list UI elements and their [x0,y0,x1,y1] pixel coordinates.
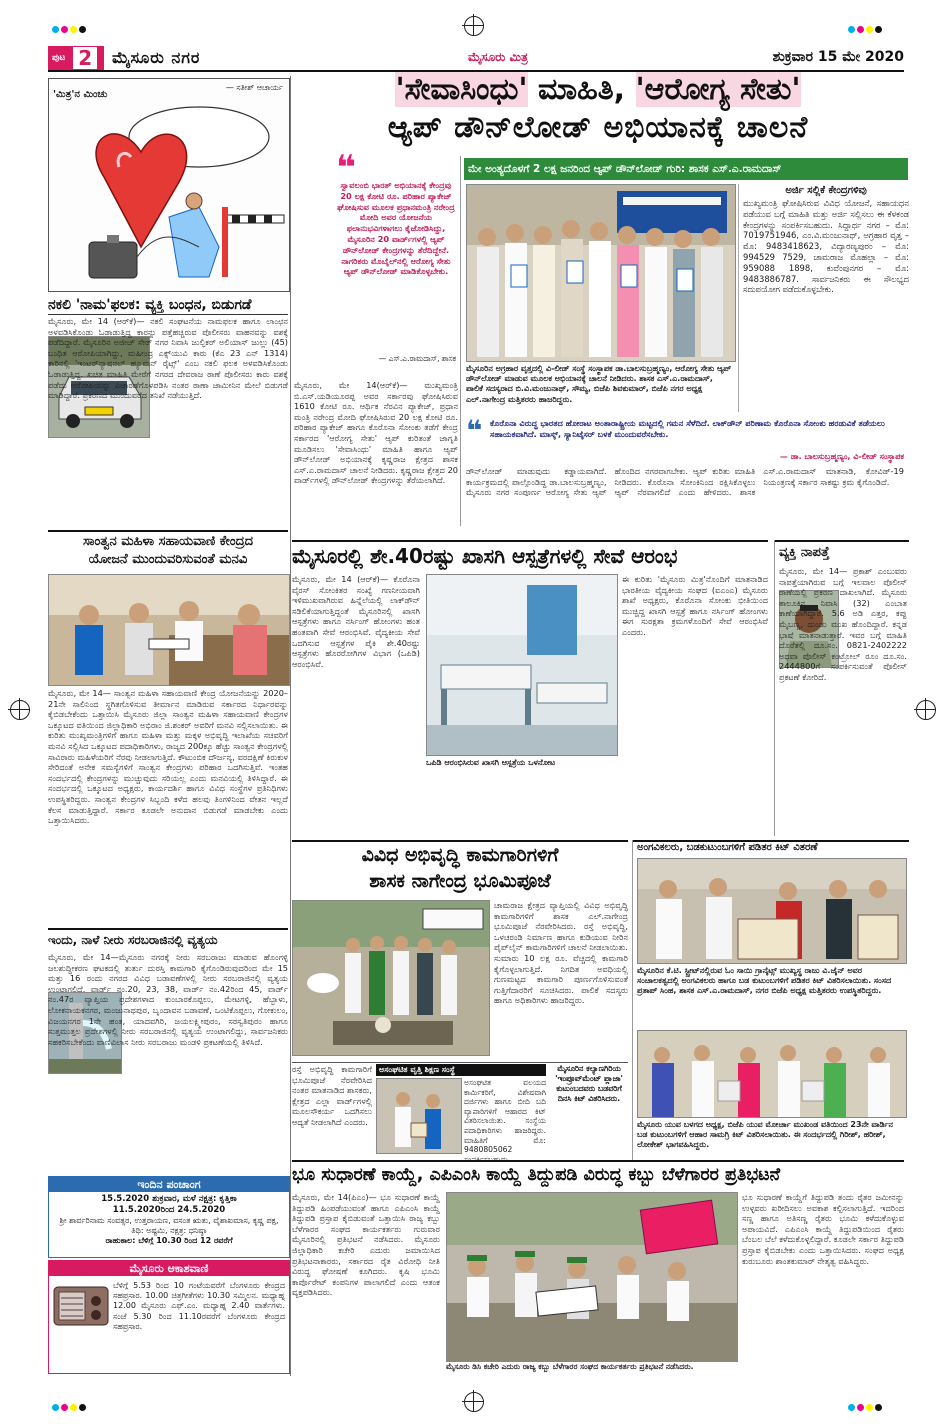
story-bhoomi [292,840,628,1062]
lead-quote2-attrib: — ಡಾ. ಬಾಲಸುಬ್ರಹ್ಮಣ್ಯಂ, ವಿ-ಲೀಡ್ ಸಂಸ್ಥಾಪಕ [779,452,904,461]
radio-box [48,1260,290,1374]
story-kits [632,840,909,1160]
protest-photo [446,1192,738,1362]
radio-icon [53,1283,109,1327]
story-headline: ಸಾಂತ್ವನ ಮಹಿಳಾ ಸಹಾಯವಾಣಿ ಕೇಂದ್ರದ [82,534,254,549]
helpline-body: ಮುಖ್ಯಮಂತ್ರಿ ಘೋಷಿಸಿರುವ ವಿವಿಧ ಯೋಜನೆ, ಸಹಾಯಧನ ಪಡೆಯುವ ಬಗ್ಗೆ ಮಾಹಿತಿ ಮತ್ತು ಅರ್ಜಿ ಸಲ್ಲಿಸಲು ಈ ಕೆಳಕಂಡ ಕೇಂದ್ರಗಳನ್ನು ಸಂಪರ್ಕಿಸಬಹುದು. ಸಿದ್ದಾರ್ಥ ನಗರ – ಮೊ: 7019751946, ಎಂ.ವಿ.ಮಂಜುನಾಥ್, ಅಗ್ರಹಾರ ವೃತ್ತ – ಮೊ: 9483418623, ವಿದ್ಯಾರಣ್ಯಪುರಂ – ಮೊ: 994529 7529, ಚಾಮರಾಜ ಮೊಹಲ್ಲಾ – ಮೊ: 959088 1898, ಕುವೆಂಪುನಗರ – ಮೊ: 9483886787. ಸಾರ್ವಜನಿಕರು ಈ ಸೌಲಭ್ಯದ ಸದುಪಯೋಗ ಪಡೆದುಕೊಳ್ಳಬೇಕು. [743,198,909,295]
panchanga-line1: 15.5.2020 ಶುಕ್ರವಾರ, ಮಳೆ ನಕ್ಷತ್ರ: ಕೃತ್ತಿಕಾ [101,1194,237,1204]
lead-subhead: ಮೇ ಅಂತ್ಯದೊಳಗೆ 2 ಲಕ್ಷ ಜನರಿಂದ ಆ್ಯಪ್ ಡೌನ್‌ಲೋಡ್ ಗುರಿ: ಶಾಸಕ ಎಸ್.ಎ.ರಾಮದಾಸ್ [464,158,908,180]
story-side-text: ಚಾಮರಾಜ ಕ್ಷೇತ್ರದ ವ್ಯಾಪ್ತಿಯಲ್ಲಿ ವಿವಿಧ ಅಭಿವೃದ್ಧಿ ಕಾಮಗಾರಿಗಳಿಗೆ ಶಾಸಕ ಎಲ್.ನಾಗೇಂದ್ರ ಭೂಮಿಪೂಜೆ ನೆರವೇರಿಸಿದರು. ರಸ್ತೆ ಅಭಿವೃದ್ಧಿ, ಒಳಚರಂಡಿ ನಿರ್ಮಾಣ ಹಾಗೂ ಕುಡಿಯುವ ನೀರಿನ ಪೈಪ್‌ಲೈನ್ ಕಾಮಗಾರಿಗಳಿಗೆ ಚಾಲನೆ ನೀಡಲಾಯಿತು. ಸುಮಾರು 10 ಲಕ್ಷ ರೂ. ವೆಚ್ಚದಲ್ಲಿ ಕಾಮಗಾರಿ ಕೈಗೊಳ್ಳಲಾಗುತ್ತಿದೆ. ನಿಗದಿತ ಅವಧಿಯಲ್ಲಿ ಗುಣಮಟ್ಟದ ಕಾಮಗಾರಿ ಪೂರ್ಣಗೊಳಿಸುವಂತೆ ಗುತ್ತಿಗೆದಾರರಿಗೆ ಸೂಚಿಸಿದರು. ಪಾಲಿಕೆ ಸದಸ್ಯರು ಹಾಗೂ ಅಧಿಕಾರಿಗಳು ಹಾಜರಿದ್ದರು. [494,900,628,1006]
story-headline: ಅಂಗವಿಕಲರು, ಬಡಕುಟುಂಬಗಳಿಗೆ ಪಡಿತರ ಕಿಟ್ ವಿತರಣೆ [637,842,818,853]
page-masthead [48,46,904,70]
story-body: ಮೈಸೂರು, ಮೇ 14 (ಆರ್‌ಕೆ)— ನಕಲಿ ಸಂಘಟನೆಯ ನಾಮಫಲಕ ಹಾಗೂ ಲಾಂಛನ ಅಳವಡಿಸಿಕೊಂಡು ಓಡಾಡುತ್ತಿದ್ದ ಕಾರನ್ನು ಪತ್ತೆಹಚ್ಚಿರುವ ಪೊಲೀಸರು ವಾಹನವನ್ನು ವಶಕ್ಕೆ ಪಡೆದಿದ್ದಾರೆ. ಮೈಸೂರಿನ ಅಜೀಜ್ ಸೇಠ್ ನಗರ ನಿವಾಸಿ ಜುಲ್ಫಿಕರ್ ಅಲಿಯಾಸ್ ಜುಲ್ಲು (45) ಬಂಧಿತ ಆರೋಪಿಯಾಗಿದ್ದು, ಮಹೀಂದ್ರ ಎಕ್ಸ್‌ಯುವಿ ಕಾರು (ಕೆಎ 23 ಎನ್ 1314) ಕಾರಿನಲ್ಲಿ 'ಇಂಟರ್‌ನ್ಯಾಷನಲ್ ಹ್ಯೂಮನ್ ರೈಟ್ಸ್' ಎಂಬ ನಕಲಿ ಫಲಕ ಅಳವಡಿಸಿಕೊಂಡು ಓಡಾಡುತ್ತಿದ್ದ. ಖಚಿತ ಮಾಹಿತಿ ಮೇರೆಗೆ ನಗರದ ದೇವರಾಜ ಠಾಣೆ ಪೊಲೀಸರು ಕಾರು ವಶಕ್ಕೆ ಪಡೆದು ಆರೋಪಿಯನ್ನು ವಿಚಾರಣೆಗೊಳಪಡಿಸಿ ನಂತರ ಠಾಣಾ ಜಾಮೀನಿನ ಮೇಲೆ ಬಿಡುಗಡೆ ಮಾಡಿದ್ದಾರೆ. ಪ್ರಕರಣದ ಮುಂದುವರೆದ ತನಿಖೆ ನಡೆಯುತ್ತಿದೆ. [48,316,288,401]
registration-mark-icon [464,16,484,36]
color-bar-icon [848,18,884,37]
tailors-headline: ಅಸಂಘಟಿತ ವೃತ್ತಿ ಶಿಕ್ಷಣ ಸಂಸ್ಥೆ [376,1064,546,1076]
cartoon-illustration [49,97,289,291]
color-bar-icon [52,1396,88,1415]
kits-caption-2: ಮೈಸೂರು ಯುವ ಬಳಗದ ಅಧ್ಯಕ್ಷ, ಬಿಜೆಪಿ ಯುವ ಮೋರ್ಚಾ ಮುಖಂಡ ವತಿಯಿಂದ 23ನೇ ವಾರ್ಡಿನ ಬಡ ಕುಟುಂಬಗಳಿಗೆ ಆಹಾರ ಸಾಮಗ್ರಿ ಕಿಟ್ ವಿತರಿಸಲಾಯಿತು. ಈ ಸಂದರ್ಭದಲ್ಲಿ ಗಿರೀಶ್, ಹರೀಶ್, ಲೋಕೇಶ್ ಭಾಗವಹಿಸಿದ್ದರು. [637,1120,893,1150]
color-bar-icon [52,18,88,37]
lead-quote2: ಕೊರೊನಾ ವಿರುದ್ಧ ಭಾರತದ ಹೋರಾಟ ಅಂತಾರಾಷ್ಟ್ರೀಯ ಮಟ್ಟದಲ್ಲಿ ಗಮನ ಸೆಳೆದಿದೆ. ಲಾಕ್‌ಡೌನ್ ಪರಿಣಾಮ ಕೊರೊನಾ ಸೋಂಕು ಹರಡುವಿಕೆ ತಡೆಯಲು ಸಹಾಯಕವಾಗಿದೆ. ಮಾಸ್ಕ್, ಸ್ಯಾನಿಟೈಸರ್ ಬಳಕೆ ಮುಂದುವರೆಸಬೇಕು. [490,418,885,439]
lead-headline-line2: ಆ್ಯಪ್ ಡೌನ್‌ಲೋಡ್ ಅಭಿಯಾನಕ್ಕೆ ಚಾಲನೆ [387,110,809,145]
cartoon-artist: — ಸತೀಶ್ ಆಚಾರ್ಯ [225,83,283,92]
story-headline-2: ಯೋಜನೆ ಮುಂದುವರಿಸುವಂತೆ ಮನವಿ [88,552,248,567]
hospital-photo [426,574,618,756]
quote-mark-icon: ❝ [336,148,356,188]
panchanga-line2: 11.5.2020ರಿಂದ 24.5.2020 [112,1205,226,1215]
kits-caption-1: ಮೈಸೂರಿನ ಕೆ.ಟಿ. ಸ್ಟ್ರೀಟ್‌ನಲ್ಲಿರುವ ಓಂ ಸಾಯಿ ಗ್ರಾನೈಟ್ಸ್ ಮುಖ್ಯಸ್ಥ ರಾಜು ವಿ.ಜೈನ್ ಅವರ ಸಂಚಾಲಕತ್ವದಲ್ಲಿ ಅಂಗವಿಕಲರು ಹಾಗೂ ಬಡ ಕುಟುಂಬಗಳಿಗೆ ಪಡಿತರ ಕಿಟ್ ವಿತರಿಸಲಾಯಿತು. ಸಂಸದ ಪ್ರತಾಪ್ ಸಿಂಹ, ಶಾಸಕ ಎಸ್.ಎ.ರಾಮದಾಸ್, ನಗರ ಬಿಜೆಪಿ ಅಧ್ಯಕ್ಷ ಮತ್ತಿತರರು ಉಪಸ್ಥಿತರಿದ್ದರು. [637,966,892,996]
story-headline: ಭೂ ಸುಧಾರಣೆ ಕಾಯ್ದೆ, ಎಪಿಎಂಸಿ ಕಾಯ್ದೆ ತಿದ್ದುಪಡಿ ವಿರುದ್ಧ ಕಬ್ಬು ಬೆಳೆಗಾರರ ಪ್ರತಿಭಟನೆ [292,1165,781,1185]
lead-headline-mid: ಮಾಹಿತಿ, [527,72,636,107]
page-number: 2 [73,47,97,69]
helpline-box [738,184,909,412]
color-bar-icon [848,1396,884,1415]
panchanga-body: ಶ್ರೀ ಶಾರ್ವರಿನಾಮ ಸಂವತ್ಸರ, ಉತ್ತರಾಯಣ, ವಸಂತ ಋತು, ವೈಶಾಖಮಾಸ, ಕೃಷ್ಣ ಪಕ್ಷ, ತಿಥಿ: ಅಷ್ಟಮಿ, ನಕ್ಷತ್ರ: ಧನಿಷ್ಠಾ [59,1216,279,1235]
tailors-photo [376,1078,462,1154]
kits-photo-2 [637,1030,907,1118]
story-body: ಮೈಸೂರು, ಮೇ 14— ಪ್ರಕಾಶ್ ಎಂಬುವರು ನಾಪತ್ತೆಯಾಗಿರುವ ಬಗ್ಗೆ ಇಲವಾಲ ಪೊಲೀಸ್ ಠಾಣೆಯಲ್ಲಿ ಪ್ರಕರಣ ದಾಖಲಾಗಿದೆ. ಮೈಸೂರು ತಾಲೂಕಿನ ನಿವಾಸಿ (32) ಎಂಬಾತ ಕಾಣೆಯಾಗಿದ್ದಾರೆ. 5.6 ಅಡಿ ಎತ್ತರ, ಕಪ್ಪು ಮೈಬಣ್ಣ, ದುಂಡು ಮುಖ ಹೊಂದಿದ್ದಾರೆ. ಕನ್ನಡ ಭಾಷೆ ಮಾತನಾಡುತ್ತಾರೆ. ಇವರ ಬಗ್ಗೆ ಮಾಹಿತಿ ದೊರೆತಲ್ಲಿ ದೂ.ಸಂ. 0821-2402222 ಅಥವಾ ಪೊಲೀಸ್ ಕಂಟ್ರೋಲ್ ರೂಂ ದೂ.ಸಂ. 2444800ಗೆ ಸಂಪರ್ಕಿಸುವಂತೆ ಪೊಲೀಸ್ ಪ್ರಕಟಣೆ ಕೋರಿದೆ. [779,566,907,682]
radio-body: ಬೆಳಿಗ್ಗೆ 5.53 ರಿಂದ 10 ಗಂಟೆಯವರೆಗೆ ಬೆಂಗಳೂರು ಕೇಂದ್ರದ ಸಹಪ್ರಸಾರ. 10.00 ಚಿತ್ರಗೀತೆಗಳು 10.30 ಸಮ್ಮಿಲನ. ಮಧ್ಯಾಹ್ನ 12.00 ಮೈಸೂರು ಎಫ್.ಎಂ. ಮಧ್ಯಾಹ್ನ 2.40 ವಾರ್ತೆಗಳು. ಸಂಜೆ 5.30 ರಿಂದ 11.10ರವರೆಗೆ ಬೆಂಗಳೂರು ಕೇಂದ್ರದ ಸಹಪ್ರಸಾರ. [113,1281,285,1331]
lead-quote-attrib: — ಎಸ್.ಎ.ರಾಮದಾಸ್, ಶಾಸಕ [378,354,456,363]
bhoomi-body-b: ರಸ್ತೆ ಅಭಿವೃದ್ಧಿ ಕಾಮಗಾರಿಗೆ ಭೂಮಿಪೂಜೆ ನೆರವೇರಿಸಿದ ನಂತರ ಮಾತನಾಡಿದ ಶಾಸಕರು, ಕ್ಷೇತ್ರದ ಎಲ್ಲಾ ವಾರ್ಡ್‌ಗಳಲ್ಲಿ ಮೂಲಸೌಕರ್ಯ ಒದಗಿಸಲು ಆದ್ಯತೆ ನೀಡಲಾಗಿದೆ ಎಂದರು. [292,1064,372,1127]
story-santwana [48,530,288,922]
helpline-title: ಅರ್ಜಿ ಸಲ್ಲಿಕೆ ಕೇಂದ್ರಗಳಿವು [785,185,867,196]
story-water [48,928,288,1168]
issue-date: ಶುಕ್ರವಾರ 15 ಮೇ 2020 [772,49,904,65]
kits-photo-1 [637,858,907,964]
registration-mark-icon [916,700,936,720]
lead-quote: ಸ್ವಾವಲಂಬಿ ಭಾರತ್ ಅಭಿಯಾನಕ್ಕೆ ಕೇಂದ್ರವು 20 ಲಕ್ಷ ಕೋಟಿ ರೂ. ಪರಿಹಾರ ಪ್ಯಾಕೇಜ್ ಘೋಷಿಸುವ ಮೂಲಕ ಪ್ರಧಾನಮಂತ್ರಿ ನರೇಂದ್ರ ಮೋದಿ ಅವರ ಯೋಜನೆಯ ಫಲಾನುಭವಿಗಳಾಗಲು ಕೈಜೋಡಿಸಿದ್ದು, ಮೈಸೂರಿನ 20 ವಾರ್ಡ್‌ಗಳಲ್ಲಿ ಆ್ಯಪ್ ಡೌನ್‌ಲೋಡ್ ಕೇಂದ್ರಗಳನ್ನು ತೆರೆದಿದ್ದೇನೆ. ನಾಗರಿಕರು ಮೊಬೈಲ್‌ನಲ್ಲಿ ಆರೋಗ್ಯ ಸೇತು ಆ್ಯಪ್ ಡೌನ್‌ಲೋಡ್ ಮಾಡಿಕೊಳ್ಳಬೇಕು. [337,180,455,277]
lead-body-2: ಡೌನ್‌ಲೋಡ್ ಮಾಡುವುದು ಕಡ್ಡಾಯವಾಗಿದೆ. ಕಾರ್ಯಕ್ರಮದಲ್ಲಿ ಪಾಲ್ಗೊಂಡಿದ್ದ ಡಾ.ಬಾಲಸುಬ್ರಹ್ಮಣ್ಯಂ, ಮೈಸೂರು ನಗರ ಸಂಪೂರ್ಣ ಆರೋಗ್ಯ ಸೇತು ಆ್ಯಪ್ ಹೊಂದಿದ ನಗರವಾಗಬೇಕು. ಆ್ಯಪ್ ಕುರಿತು ಮಾಹಿತಿ ನೀಡಿದರು. ಕೊರೊನಾ ಸೋಂಕಿನಿಂದ ರಕ್ಷಿಸಿಕೊಳ್ಳಲು ಆ್ಯಪ್ ನೆರವಾಗಲಿದೆ ಎಂದು ಹೇಳಿದರು. ಶಾಸಕ ಎಸ್.ಎ.ರಾಮದಾಸ್ ಮಾತನಾಡಿ, ಕೋವಿಡ್-19 ನಿಯಂತ್ರಣಕ್ಕೆ ಸರ್ಕಾರ ಸಾಕಷ್ಟು ಕ್ರಮ ಕೈಗೊಂಡಿದೆ. [466,466,904,498]
cartoon-title: 'ಮಿತ್ರ'ನ ಮಿಂಚು [53,89,108,100]
story-fake-plate [48,296,288,524]
column-divider [290,76,291,1376]
story-headline: ಮೈಸೂರಲ್ಲಿ ಶೇ.40ರಷ್ಟು ಖಾಸಗಿ ಆಸ್ಪತ್ರೆಗಳಲ್ಲಿ ಸೇವೆ ಆರಂಭ [292,544,678,568]
santwana-photo [48,574,290,686]
registration-mark-icon [464,1392,484,1412]
lead-story [292,72,909,536]
protest-photo-caption: ಮೈಸೂರು ಡಿಸಿ ಕಚೇರಿ ಎದುರು ರಾಜ್ಯ ಕಬ್ಬು ಬೆಳೆಗಾರರ ಸಂಘದ ಕಾರ್ಯಕರ್ತರು ಪ್ರತಿಭಟನೆ ನಡೆಸಿದರು. [446,1362,694,1371]
lead-headline [292,72,904,108]
tailors-side: ಮೈಸೂರಿನ ಕಲ್ಯಾಣಗಿರಿಯ 'ಇಂಪ್ರೂವ್‌ಮೆಂಟ್ ಪ್ಲಾಜಾ' ಕುಟುಂಬದವರು ಬಡವರಿಗೆ ದಿನಸಿ ಕಿಟ್ ವಿತರಿಸಿದರು. [555,1064,623,1103]
story-body: ಮೈಸೂರು, ಮೇ 14—ಮೈಸೂರು ನಗರಕ್ಕೆ ನೀರು ಸರಬರಾಜು ಮಾಡುವ ಹೊಂಗಳ್ಳಿ ಜಲಶುದ್ಧೀಕರಣ ಘಟಕದಲ್ಲಿ ತುರ್ತು ದುರಸ್ತಿ ಕಾಮಗಾರಿ ಕೈಗೊಂಡಿರುವುದರಿಂದ ಮೇ 15 ಮತ್ತು 16 ರಂದು ನಗರದ ವಿವಿಧ ಬಡಾವಣೆಗಳಲ್ಲಿ ನೀರು ಸರಬರಾಜಿನಲ್ಲಿ ವ್ಯತ್ಯಯ ಉಂಟಾಗಲಿದೆ. ವಾರ್ಡ್ ನಂ.20, 23, 38, ವಾರ್ಡ್ ನಂ.42ರಿಂದ 45, ವಾರ್ಡ್ ನಂ.47ರ ವ್ಯಾಪ್ತಿಯ ಪ್ರದೇಶಗಳಾದ ಕುಂಬಾರಕೊಪ್ಪಲು, ಮೇಟಗಳ್ಳಿ, ಹೆಬ್ಬಾಳು, ಲೋಕನಾಯಕನಗರ, ಮಂಜುನಾಥಪುರ, ಬೃಂದಾವನ ಬಡಾವಣೆ, ಒಂಟಿಕೊಪ್ಪಲು, ಗೋಕುಲಂ, ವಿಜಯನಗರ 1ನೇ ಹಂತ, ಯಾದವಗಿರಿ, ಜಯಲಕ್ಷ್ಮೀಪುರಂ, ಸರಸ್ವತಿಪುರಂ ಹಾಗೂ ಸುತ್ತಮುತ್ತಲ ಪ್ರದೇಶಗಳಲ್ಲಿ ನೀರು ಸರಬರಾಜಿನಲ್ಲಿ ವ್ಯತ್ಯಯ ಉಂಟಾಗಲಿದ್ದು, ಸಾರ್ವಜನಿಕರು ಸಹಕರಿಸಬೇಕೆಂದು ವಾಣಿವಿಲಾಸ ನೀರು ಸರಬರಾಜು ಮಂಡಳಿ ಪ್ರಕಟಣೆಯಲ್ಲಿ ತಿಳಿಸಿದೆ. [48,952,288,1047]
paper-name: ಮೈಸೂರು ಮಿತ್ರ [468,50,528,64]
lead-quote-box [336,148,456,376]
story-tailors [292,1062,628,1164]
story-farmers [292,1160,904,1376]
story-body-2: ಭೂ ಸುಧಾರಣೆ ಕಾಯ್ದೆಗೆ ತಿದ್ದುಪಡಿ ತಂದು ರೈತರ ಜಮೀನನ್ನು ಉಳ್ಳವರು ಖರೀದಿಸಲು ಅವಕಾಶ ಕಲ್ಪಿಸಲಾಗುತ್ತಿದೆ. ಇದರಿಂದ ಸಣ್ಣ ಹಾಗೂ ಅತಿಸಣ್ಣ ರೈತರು ಭೂಮಿ ಕಳೆದುಕೊಳ್ಳುವ ಅಪಾಯವಿದೆ. ಎಪಿಎಂಸಿ ಕಾಯ್ದೆ ತಿದ್ದುಪಡಿಯಿಂದ ರೈತರು ಬೆಂಬಲ ಬೆಲೆ ಕಳೆದುಕೊಳ್ಳಲಿದ್ದಾರೆ. ಕೂಡಲೇ ಸರ್ಕಾರ ತಿದ್ದುಪಡಿ ಪ್ರಸ್ತಾಪ ಕೈಬಿಡಬೇಕು ಎಂದು ಒತ್ತಾಯಿಸಿದರು. ಸಂಘದ ಅಧ್ಯಕ್ಷ ಕುರುಬೂರು ಶಾಂತಕುಮಾರ್ ನೇತೃತ್ವ ವಹಿಸಿದ್ದರು. [742,1192,904,1266]
story-missing [774,540,909,836]
panchanga-rahu: ರಾಹುಕಾಲ: ಬೆಳಿಗ್ಗೆ 10.30 ರಿಂದ 12 ರವರೆಗೆ [105,1236,233,1245]
bhoomi-photo [292,900,490,1056]
quote-mark-icon-2: ❝ [466,414,483,447]
story-hospitals [292,540,768,836]
tailors-box [376,1064,546,1164]
panchanga-box [48,1176,290,1258]
story-body: ಮೈಸೂರು, ಮೇ 14 (ಆರ್‌ಕೆ)— ಕೊರೊನಾ ವೈರಸ್ ಸೋಂಕಿತರ ಸಂಖ್ಯೆ ಗಣನೀಯವಾಗಿ ಇಳಿಮುಖವಾಗಿರುವ ಹಿನ್ನೆಲೆಯಲ್ಲಿ ಲಾಕ್‌ಡೌನ್ ಸಡಿಲಿಕೆಯಾಗುತ್ತಿದ್ದಂತೆ ಮೈಸೂರಿನಲ್ಲಿ ಖಾಸಗಿ ಆಸ್ಪತ್ರೆಗಳು ಹಾಗೂ ನರ್ಸಿಂಗ್ ಹೋಂಗಳು ಹಂತ ಹಂತವಾಗಿ ಸೇವೆ ಆರಂಭಿಸಿವೆ. ವೈದ್ಯಕೀಯ ಸೇವೆ ಒದಗಿಸುವ ಆಸ್ಪತ್ರೆಗಳ ಪೈಕಿ ಶೇ.40ರಷ್ಟು ಆಸ್ಪತ್ರೆಗಳು ಹೊರರೋಗಿಗಳ ವಿಭಾಗ (ಒಪಿಡಿ) ಆರಂಭಿಸಿವೆ. [292,574,420,669]
section-title: ಮೈಸೂರು ನಗರ [112,48,201,67]
radio-title: ಮೈಸೂರು ಆಕಾಶವಾಣಿ [49,1261,289,1276]
lead-photo-caption: ಮೈಸೂರಿನ ಅಗ್ರಹಾರ ವೃತ್ತದಲ್ಲಿ ವಿ-ಲೀಡ್ ಸಂಸ್ಥೆ ಸಂಸ್ಥಾಪಕ ಡಾ.ಬಾಲಸುಬ್ರಹ್ಮಣ್ಯಂ, ಆರೋಗ್ಯ ಸೇತು ಆ್ಯಪ್ ಡೌನ್‌ಲೋಡ್ ಮಾಡುವ ಮೂಲಕ ಅಭಿಯಾನಕ್ಕೆ ಚಾಲನೆ ನೀಡಿದರು. ಶಾಸಕ ಎಸ್.ಎ.ರಾಮದಾಸ್, ಪಾಲಿಕೆ ಸದಸ್ಯರಾದ ಬಿ.ವಿ.ಮಂಜುನಾಥ್, ಸೌಮ್ಯ, ಬಿಜೆಪಿ ಶಿವಕುಮಾರ್, ಬಿಜೆಪಿ ನಗರ ಅಧ್ಯಕ್ಷ ಎಲ್.ನಾಗೇಂದ್ರ ಮತ್ತಿತರರು ಹಾಜರಿದ್ದರು. [466,364,732,404]
story-body-2: ಈ ಕುರಿತು 'ಮೈಸೂರು ಮಿತ್ರ'ನೊಂದಿಗೆ ಮಾತನಾಡಿದ ಭಾರತೀಯ ವೈದ್ಯಕೀಯ ಸಂಘದ (ಐಎಂಎ) ಮೈಸೂರು ಶಾಖೆ ಅಧ್ಯಕ್ಷರು, ಕೊರೊನಾ ಸೋಂಕು ಭೀತಿಯಿಂದ ಮುಚ್ಚಿದ್ದ ಖಾಸಗಿ ಆಸ್ಪತ್ರೆ ಹಾಗೂ ನರ್ಸಿಂಗ್ ಹೋಂಗಳು ಈಗ ಸುರಕ್ಷತಾ ಕ್ರಮಗಳೊಂದಿಗೆ ಸೇವೆ ಆರಂಭಿಸಿವೆ ಎಂದರು. [622,574,768,637]
lead-headline-quote-2: 'ಆರೋಗ್ಯ ಸೇತು' [635,72,801,107]
story-body: ಮೈಸೂರು, ಮೇ 14(ಪಿಎಂ)— ಭೂ ಸುಧಾರಣೆ ಕಾಯ್ದೆ ತಿದ್ದುಪಡಿ ಹಿಂಪಡೆಯುವಂತೆ ಹಾಗೂ ಎಪಿಎಂಸಿ ಕಾಯ್ದೆ ತಿದ್ದುಪಡಿ ಪ್ರಸ್ತಾಪ ಕೈಬಿಡುವಂತೆ ಒತ್ತಾಯಿಸಿ ರಾಜ್ಯ ಕಬ್ಬು ಬೆಳೆಗಾರರ ಸಂಘದ ಕಾರ್ಯಕರ್ತರು ಗುರುವಾರ ಮೈಸೂರಿನಲ್ಲಿ ಪ್ರತಿಭಟನೆ ನಡೆಸಿದರು. ಮೈಸೂರು ಜಿಲ್ಲಾಧಿಕಾರಿ ಕಚೇರಿ ಎದುರು ಜಮಾಯಿಸಿದ ಪ್ರತಿಭಟನಾಕಾರರು, ಸರ್ಕಾರದ ರೈತ ವಿರೋಧಿ ನೀತಿ ವಿರುದ್ಧ ಘೋಷಣೆ ಕೂಗಿದರು. ಕೃಷಿ ಭೂಮಿ ಕಾರ್ಪೊರೇಟ್ ಕಂಪನಿಗಳ ಪಾಲಾಗಲಿದೆ ಎಂದು ಆತಂಕ ವ್ಯಕ್ತಪಡಿಸಿದರು. [292,1192,440,1298]
story-body: ಮೈಸೂರು, ಮೇ 14— ಸಾಂತ್ವನ ಮಹಿಳಾ ಸಹಾಯವಾಣಿ ಕೇಂದ್ರ ಯೋಜನೆಯನ್ನು 2020–21ನೇ ಸಾಲಿನಿಂದ ಸ್ಥಗಿತಗೊಳಿಸುವ ತೀರ್ಮಾನ ಮಾಡಿರುವ ಸರ್ಕಾರದ ನಿರ್ಧಾರವನ್ನು ಕೈಬಿಡಬೇಕೆಂದು ಒತ್ತಾಯಿಸಿ ಮೈಸೂರು ಜಿಲ್ಲಾ ಸಾಂತ್ವನ ಮಹಿಳಾ ಸಹಾಯವಾಣಿ ಕೇಂದ್ರಗಳ ಒಕ್ಕೂಟದ ವತಿಯಿಂದ ಜಿಲ್ಲಾಧಿಕಾರಿ ಅಭಿರಾಂ ಜಿ.ಶಂಕರ್ ಅವರಿಗೆ ಮನವಿ ಸಲ್ಲಿಸಲಾಯಿತು. ಈ ಕುರಿತು ಮುಖ್ಯಮಂತ್ರಿಗಳಿಗೆ ಹಾಗೂ ಮಹಿಳಾ ಮತ್ತು ಮಕ್ಕಳ ಅಭಿವೃದ್ಧಿ ಇಲಾಖೆಯ ಸಚಿವರಿಗೆ ಮನವಿ ಸಲ್ಲಿಸಿದ ಒಕ್ಕೂಟದ ಪದಾಧಿಕಾರಿಗಳು, ರಾಜ್ಯದ 200ಕ್ಕೂ ಹೆಚ್ಚು ಸಾಂತ್ವನ ಕೇಂದ್ರಗಳಲ್ಲಿ ಸಾವಿರಾರು ಮಹಿಳೆಯರಿಗೆ ನೆರವು ನೀಡಲಾಗುತ್ತಿದೆ. ಕೌಟುಂಬಿಕ ದೌರ್ಜನ್ಯ, ವರದಕ್ಷಿಣೆ ಕಿರುಕುಳ ಸೇರಿದಂತೆ ಅನೇಕ ಸಮಸ್ಯೆಗಳಿಗೆ ಸಾಂತ್ವನ ಕೇಂದ್ರಗಳು ಪರಿಹಾರ ಒದಗಿಸುತ್ತಿವೆ. ಇಂತಹ ಸಂದರ್ಭದಲ್ಲಿ ಕೇಂದ್ರಗಳನ್ನು ಮುಚ್ಚುವುದು ಸರಿಯಲ್ಲ ಎಂದು ಮನವಿಯಲ್ಲಿ ತಿಳಿಸಿದ್ದಾರೆ. ಈ ಸಂದರ್ಭದಲ್ಲಿ ಒಕ್ಕೂಟದ ಅಧ್ಯಕ್ಷರು, ಕಾರ್ಯದರ್ಶಿ ಹಾಗೂ ವಿವಿಧ ಸಂಸ್ಥೆಗಳ ಪ್ರತಿನಿಧಿಗಳು ಉಪಸ್ಥಿತರಿದ್ದರು. ಸಾಂತ್ವನ ಕೇಂದ್ರಗಳ ಸಿಬ್ಬಂದಿ ಕಳೆದ ಹಲವು ತಿಂಗಳಿನಿಂದ ವೇತನ ಇಲ್ಲದೆ ಕೆಲಸ ಮಾಡುತ್ತಿದ್ದಾರೆ. ಸರ್ಕಾರ ಕೂಡಲೇ ಅನುದಾನ ಬಿಡುಗಡೆ ಮಾಡಬೇಕು ಎಂದು ಒತ್ತಾಯಿಸಿದರು. [48,688,288,826]
story-headline: ನಕಲಿ 'ನಾಮ'ಫಲಕ: ವ್ಯಕ್ತಿ ಬಂಧನ, ಬಿಡುಗಡೆ [48,296,288,315]
cartoon-box [48,78,290,292]
tailors-body: ಅಸಂಘಟಿತ ವಲಯದ ಕಾರ್ಮಿಕರಿಗೆ, ವಿಶೇಷವಾಗಿ ದರ್ಜಿಗಳು ಹಾಗೂ ಬೀದಿ ಬದಿ ವ್ಯಾಪಾರಿಗಳಿಗೆ ಆಹಾರದ ಕಿಟ್ ವಿತರಿಸಲಾಯಿತು. ಸಂಸ್ಥೆಯ ಪದಾಧಿಕಾರಿಗಳು ಹಾಜರಿದ್ದರು. ಮಾಹಿತಿಗೆ ಮೊ: 9480805062 ಸಂಪರ್ಕಿಸಬಹುದು. [464,1078,546,1164]
lead-headline-quote-1: 'ಸೇವಾಸಿಂಧು' [395,72,528,107]
story-headline-2: ಶಾಸಕ ನಾಗೇಂದ್ರ ಭೂಮಿಪೂಜೆ [369,870,551,892]
page-number-badge [48,46,104,70]
lead-quote2-box [466,414,904,464]
page-label: ಪುಟ [52,53,66,63]
lead-body: ಮೈಸೂರು, ಮೇ 14(ಆರ್‌ಕೆ)— ಮುಖ್ಯಮಂತ್ರಿ ಬಿ.ಎಸ್.ಯಡಿಯೂರಪ್ಪ ಅವರ ಸರ್ಕಾರವು ಘೋಷಿಸಿರುವ 1610 ಕೋಟಿ ರೂ. ಆರ್ಥಿಕ ನೆರವಿನ ಪ್ಯಾಕೇಜ್, ಪ್ರಧಾನ ಮಂತ್ರಿ ನರೇಂದ್ರ ಮೋದಿ ಘೋಷಿಸಿರುವ 20 ಲಕ್ಷ ಕೋಟಿ ರೂ. ಪರಿಹಾರ ಪ್ಯಾಕೇಜ್ ಹಾಗೂ ಕೊರೊನಾ ಸೋಂಕು ತಡೆಗೆ ಕೇಂದ್ರ ಸರ್ಕಾರದ 'ಆರೋಗ್ಯ ಸೇತು' ಆ್ಯಪ್ ಕುರಿತಂತೆ ಜಾಗೃತಿ ಮೂಡಿಸಲು 'ಸೇವಾಸಿಂಧು' ಮಾಹಿತಿ ಹಾಗೂ ಆ್ಯಪ್ ಡೌನ್‌ಲೋಡ್ ಅಭಿಯಾನಕ್ಕೆ ಕೃಷ್ಣರಾಜ ಕ್ಷೇತ್ರದ ಶಾಸಕ ಎಸ್.ಎ.ರಾಮದಾಸ್ ಚಾಲನೆ ನೀಡಿದರು. ಕೃಷ್ಣರಾಜ ಕ್ಷೇತ್ರದ 20 ವಾರ್ಡ್‌ಗಳಲ್ಲಿ ಡೌನ್‌ಲೋಡ್ ಕೇಂದ್ರಗಳನ್ನು ತೆರೆಯಲಾಗಿದೆ. [294,380,458,486]
story-headline: ವ್ಯಕ್ತಿ ನಾಪತ್ತೆ [779,545,830,560]
hospital-photo-caption: ಒಪಿಡಿ ಆರಂಭಿಸಿರುವ ಖಾಸಗಿ ಆಸ್ಪತ್ರೆಯ ಒಳನೋಟ [426,758,556,767]
lead-photo [466,184,736,362]
registration-mark-icon [10,700,30,720]
panchanga-title: ಇಂದಿನ ಪಂಚಾಂಗ [49,1177,289,1192]
story-headline: ಇಂದು, ನಾಳೆ ನೀರು ಸರಬರಾಜಿನಲ್ಲಿ ವ್ಯತ್ಯಯ [48,933,218,947]
story-headline: ವಿವಿಧ ಅಭಿವೃದ್ಧಿ ಕಾಮಗಾರಿಗಳಿಗೆ [292,842,628,868]
